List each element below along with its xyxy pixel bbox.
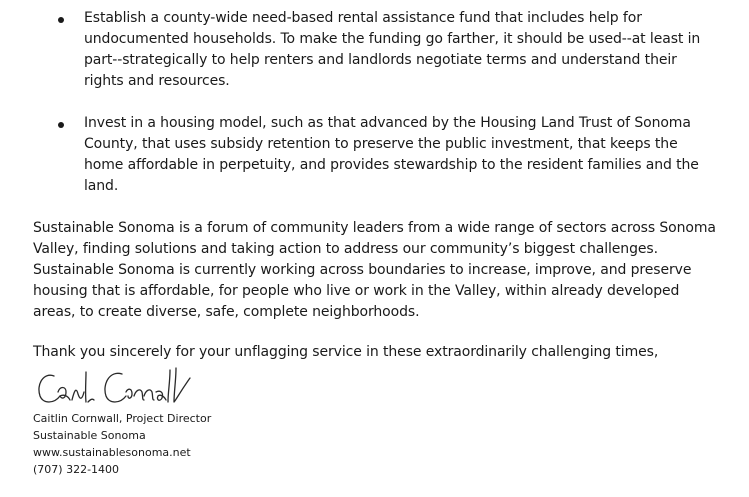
- signer-name-title: Caitlin Cornwall, Project Director: [33, 412, 212, 425]
- bullet-marker: [58, 122, 64, 128]
- list-item-text: Establish a county-wide need-based rental assistance fund that includes help for undocumented households. To make the funding go farther, it should be used--at least in part--strategically to help renters and landlords negotiate terms and understand their rights and resources.: [84, 10, 701, 89]
- organization-name: Sustainable Sonoma: [33, 429, 146, 442]
- about-paragraph: Sustainable Sonoma is a forum of community leaders from a wide range of sectors across Sonoma Valley, finding solutions and taking action to address our community’s biggest challenges. Sustainable Sonoma is currently working across boundaries to increase, improve, and preserve housing that is affordable, for people who live or work in the Valley, within already developed areas, to create diverse, safe, complete neighborhoods.: [33, 220, 716, 320]
- list-item-text: Invest in a housing model, such as that advanced by the Housing Land Trust of Sonoma County, that uses subsidy retention to preserve the public investment, that keeps the home affordable in perpetuity, and provides stewardship to the resident families and the land.: [84, 115, 699, 194]
- bullet-marker: [58, 17, 64, 23]
- signature-block: [33, 410, 211, 478]
- phone-number: (707) 322-1400: [33, 463, 120, 476]
- website-link[interactable]: www.sustainablesonoma.net: [33, 446, 191, 459]
- handwritten-signature: [30, 362, 210, 410]
- closing-line: Thank you sincerely for your unflagging service in these extraordinarily challenging times,: [33, 344, 659, 360]
